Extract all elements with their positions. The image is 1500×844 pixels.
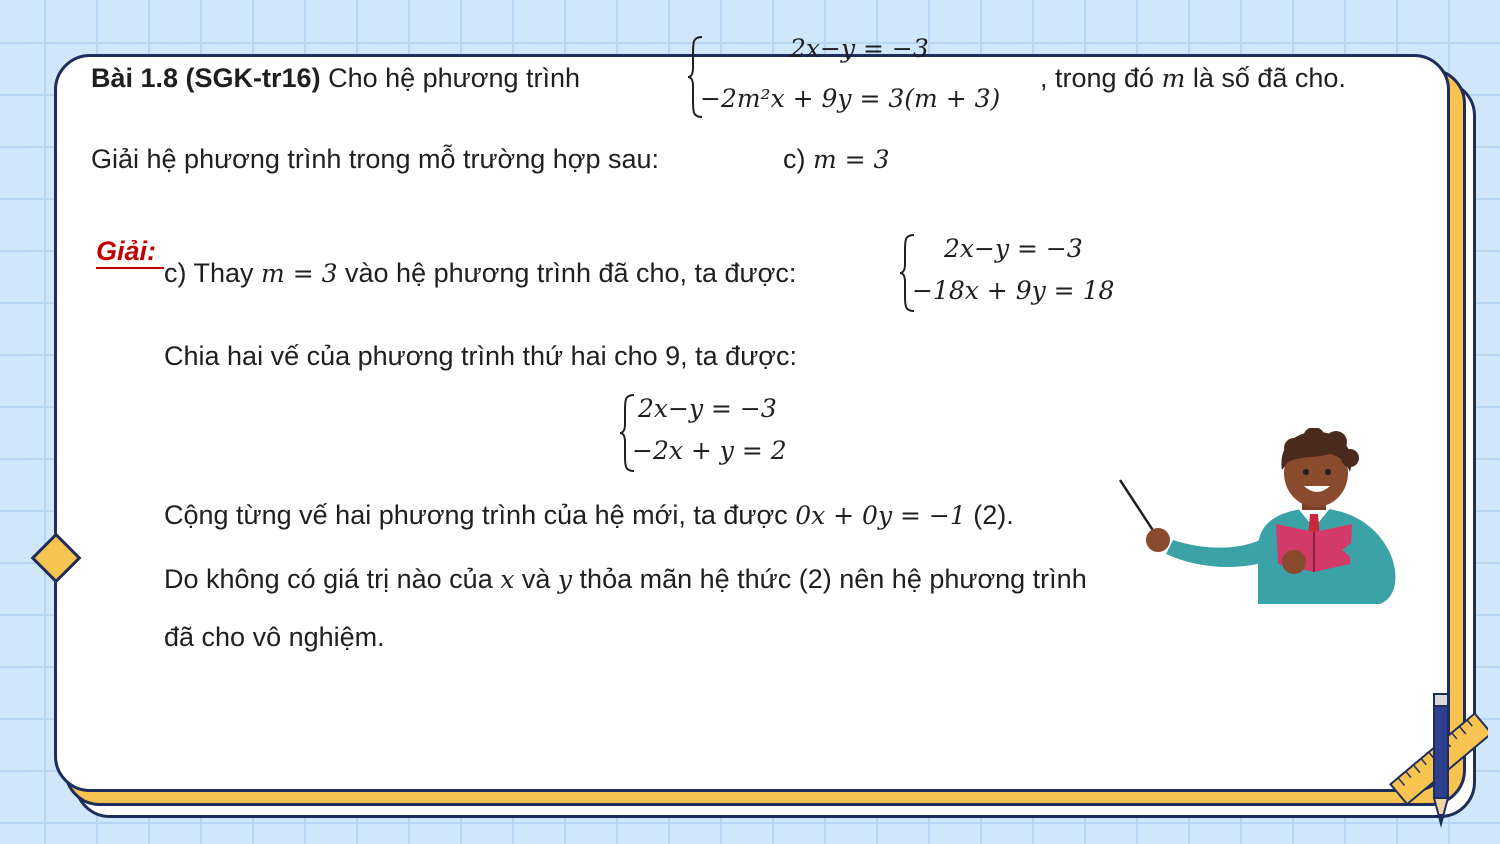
step-4-y: y: [557, 565, 573, 594]
solution-step-4: [164, 562, 1087, 597]
step-4-text-b: thỏa mãn hệ thức (2) nên hệ phương trình: [579, 564, 1087, 594]
teacher-icon: [1118, 428, 1408, 604]
system-1-eq-2: −18x + 9y = 18: [912, 276, 1115, 305]
step-1-text-b: vào hệ phương trình đã cho, ta được:: [345, 258, 797, 288]
system-1-eq-1: 2x−y = −3: [944, 234, 1083, 263]
problem-line-1: [91, 61, 580, 95]
step-1-text-a: c) Thay: [164, 258, 254, 288]
problem-instruction: Giải hệ phương trình trong mỗ trường hợp sau:: [91, 144, 660, 174]
solution-heading-underline: [96, 267, 164, 269]
step-3-text-a: Cộng từng vế hai phương trình của hệ mới, ta được: [164, 500, 788, 530]
problem-line-2: [91, 142, 659, 176]
solution-step-5: đã cho vô nghiệm.: [164, 622, 385, 652]
case-equation: m = 3: [813, 145, 890, 174]
problem-case: [783, 142, 889, 177]
step-3-equation: 0x + 0y = −1: [795, 501, 966, 530]
problem-eq-2: −2m²x + 9y = 3(m + 3): [700, 84, 1001, 113]
system-2-eq-2: −2x + y = 2: [632, 436, 787, 465]
case-label: c): [783, 144, 806, 174]
solution-step-1: [164, 256, 796, 291]
problem-title: Bài 1.8 (SGK-tr16): [91, 63, 321, 93]
step-4-text-a: Do không có giá trị nào của: [164, 564, 493, 594]
pencil-ruler-icon: [1388, 690, 1488, 830]
solution-system-2: [618, 392, 818, 478]
solution-step-3: [164, 498, 1014, 533]
step-4-and: và: [521, 564, 551, 594]
step-3-text-b: (2).: [973, 500, 1014, 530]
problem-intro: Cho hệ phương trình: [320, 63, 581, 93]
problem-var-m: m: [1161, 64, 1186, 93]
system-2-eq-1: 2x−y = −3: [638, 394, 777, 423]
problem-eq-1: 2x−y = −3: [790, 34, 929, 63]
problem-after-2: là số đã cho.: [1192, 63, 1346, 93]
solution-heading: Giải:: [96, 236, 157, 266]
problem-line-1-end: [1040, 61, 1346, 96]
problem-system: [686, 34, 1046, 124]
solution-system-1: [898, 232, 1148, 318]
step-1-m: m = 3: [261, 259, 338, 288]
problem-after: , trong đó: [1040, 63, 1155, 93]
solution-step-2: Chia hai vế của phương trình thứ hai cho 9, ta được:: [164, 341, 797, 371]
step-4-x: x: [500, 565, 515, 594]
